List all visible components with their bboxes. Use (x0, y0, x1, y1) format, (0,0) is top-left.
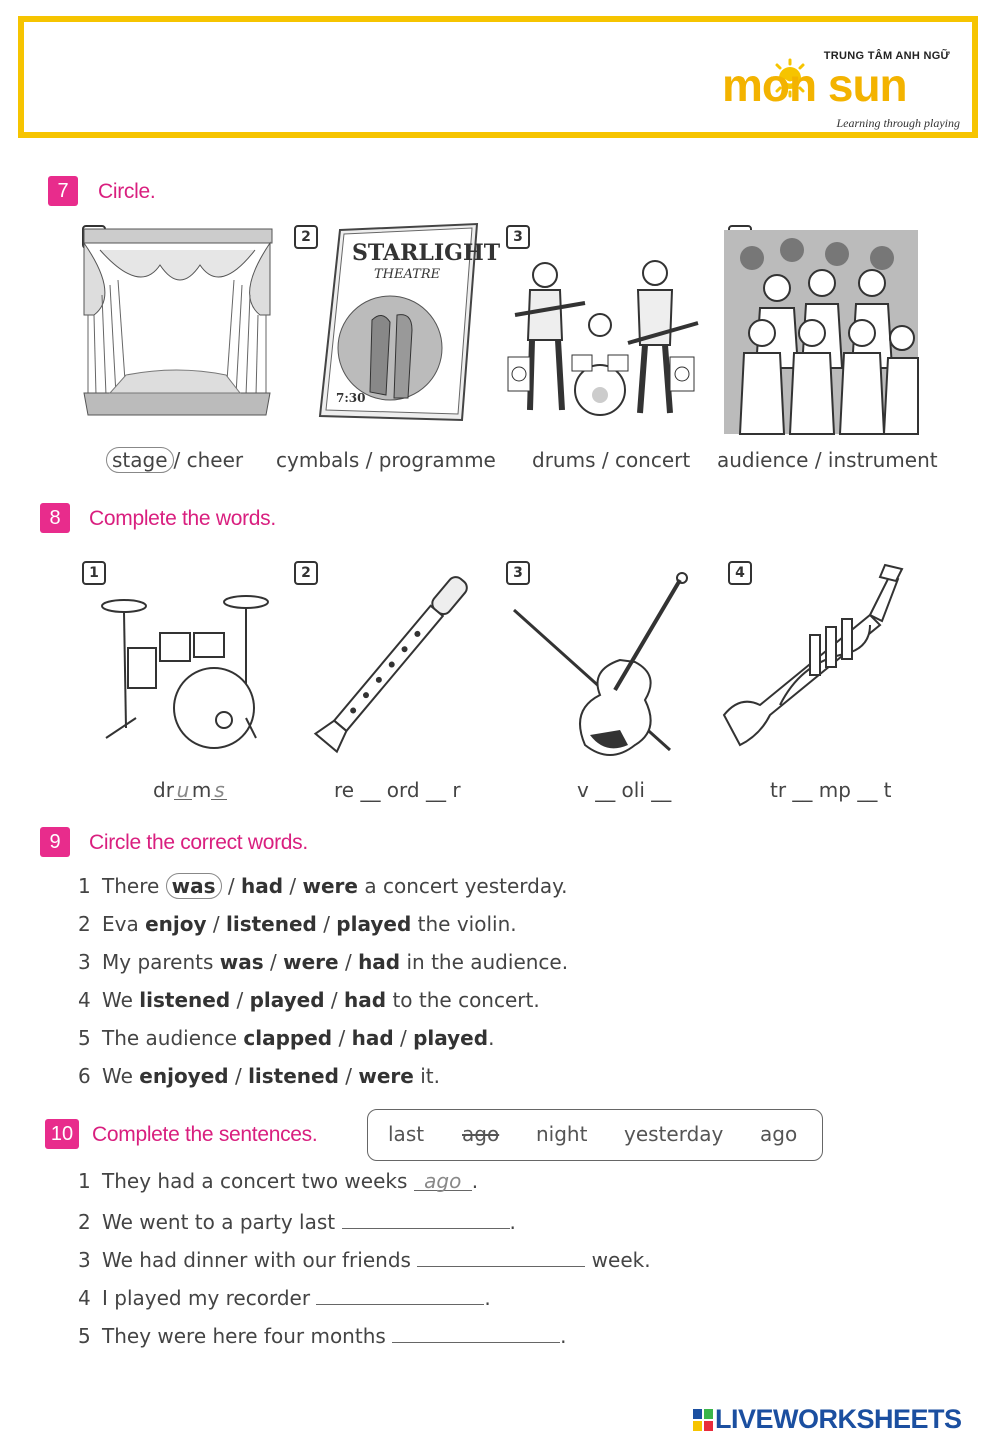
s7-choice-2[interactable]: cymbals / programme (276, 448, 496, 472)
s8-pic-number-4: 4 (728, 561, 752, 585)
s10-item-3-answer-field[interactable] (417, 1245, 585, 1267)
s9-item-2-option-3[interactable]: played (336, 912, 412, 936)
section-8-number: 8 (40, 503, 70, 533)
s9-item-1: 1 There was / had / were a concert yesterday. (78, 874, 568, 898)
logo-top-text: TRUNG TÂM ANH NGỮ (823, 50, 950, 62)
word-bank-item: ago (760, 1122, 798, 1146)
s9-item-6: 6 We enjoyed / listened / were it. (78, 1064, 440, 1088)
s7-choice-1[interactable] (106, 448, 243, 472)
s10-item-2: 2 We went to a party last . (78, 1207, 516, 1234)
drums-illustration (96, 588, 281, 753)
s9-item-2-option-2[interactable]: listened (225, 912, 317, 936)
section-9-title: Circle the correct words. (89, 831, 308, 854)
s7-pic-number-3: 3 (506, 225, 530, 249)
header-banner (18, 16, 978, 138)
s9-item-4-option-1[interactable]: listened (139, 988, 231, 1012)
section-10-number: 10 (45, 1119, 79, 1149)
s10-item-5: 5 They were here four months . (78, 1321, 567, 1348)
poster-title-text: STARLIGHT (352, 240, 501, 266)
liveworksheets-text: LIVEWORKSHEETS (715, 1404, 962, 1434)
trumpet-illustration (720, 555, 905, 750)
s9-item-3-option-1[interactable]: was (219, 950, 264, 974)
s7-choice-1-answer[interactable]: stage (106, 447, 174, 473)
s10-item-3: 3 We had dinner with our friends week. (78, 1245, 651, 1272)
s9-item-6-option-1[interactable]: enjoyed (139, 1064, 229, 1088)
poster-time-text: 7:30 (336, 391, 366, 405)
s9-item-4-option-2[interactable]: played (249, 988, 325, 1012)
audience-illustration (722, 228, 920, 436)
s9-item-5: 5 The audience clapped / had / played. (78, 1026, 495, 1050)
s8-word-1-blank-2[interactable]: s (211, 778, 227, 800)
logo-wordmark: mon sun (722, 59, 907, 111)
s9-item-5-option-2[interactable]: had (351, 1026, 394, 1050)
word-bank-item: night (536, 1122, 588, 1146)
s9-item-3: 3 My parents was / were / had in the audience. (78, 950, 569, 974)
liveworksheets-logo (693, 1404, 962, 1435)
s9-item-1-option-3[interactable]: were (302, 874, 358, 898)
band-concert-illustration (500, 245, 705, 425)
s9-item-6-option-3[interactable]: were (358, 1064, 414, 1088)
section-7-number: 7 (48, 176, 78, 206)
section-8-title: Complete the words. (89, 507, 276, 530)
word-bank-item: yesterday (624, 1122, 724, 1146)
s8-word-4[interactable]: tr __ mp __ t (770, 778, 892, 802)
s9-item-2: 2 Eva enjoy / listened / played the violin. (78, 912, 517, 936)
s10-item-1: 1 They had a concert two weeks ago . (78, 1169, 479, 1193)
s10-item-5-answer-field[interactable] (392, 1321, 560, 1343)
s9-item-3-option-2[interactable]: were (283, 950, 339, 974)
s9-item-1-option-1[interactable]: was (166, 873, 222, 899)
s9-item-5-option-1[interactable]: clapped (243, 1026, 333, 1050)
s9-item-6-option-2[interactable]: listened (248, 1064, 339, 1088)
s7-choice-3[interactable]: drums / concert (532, 448, 691, 472)
poster-subtitle-text: THEATRE (374, 267, 441, 282)
s9-item-4-option-3[interactable]: had (344, 988, 387, 1012)
s9-item-5-option-3[interactable]: played (413, 1026, 489, 1050)
s8-word-3[interactable]: v __ oli __ (577, 778, 672, 802)
s10-item-4-answer-field[interactable] (316, 1283, 484, 1305)
section-9-number: 9 (40, 827, 70, 857)
liveworksheets-icon (693, 1409, 713, 1431)
s8-pic-number-1: 1 (82, 561, 106, 585)
s10-item-2-answer-field[interactable] (342, 1207, 510, 1229)
s9-item-4: 4 We listened / played / had to the concert. (78, 988, 540, 1012)
s10-item-4: 4 I played my recorder . (78, 1283, 491, 1310)
s9-item-1-option-2[interactable]: had (241, 874, 284, 898)
s9-item-2-option-1[interactable]: enjoy (145, 912, 207, 936)
s8-word-1[interactable]: dr u m s (153, 778, 227, 802)
section-10-title: Complete the sentences. (92, 1123, 318, 1146)
s8-pic-number-3: 3 (506, 561, 530, 585)
s7-choice-1-rest: / cheer (173, 448, 244, 472)
word-bank-item-used: ago (462, 1122, 500, 1146)
s7-pic-number-2: 2 (294, 225, 318, 249)
logo-tagline: Learning through playing (836, 116, 960, 130)
s8-pic-number-2: 2 (294, 561, 318, 585)
brand-logo (718, 36, 968, 132)
stage-illustration (80, 225, 275, 420)
section-7-title: Circle. (98, 180, 156, 203)
s8-word-1-blank-1[interactable]: u (174, 778, 192, 800)
s10-item-1-answer-field[interactable]: ago (414, 1169, 472, 1191)
s8-word-2[interactable]: re __ ord __ r (334, 778, 461, 802)
s9-item-3-option-3[interactable]: had (358, 950, 401, 974)
violin-illustration (510, 570, 700, 765)
s7-choice-4[interactable]: audience / instrument (717, 448, 938, 472)
programme-illustration (312, 220, 501, 425)
recorder-illustration (305, 555, 480, 770)
word-bank (367, 1109, 823, 1161)
word-bank-item: last (388, 1122, 425, 1146)
